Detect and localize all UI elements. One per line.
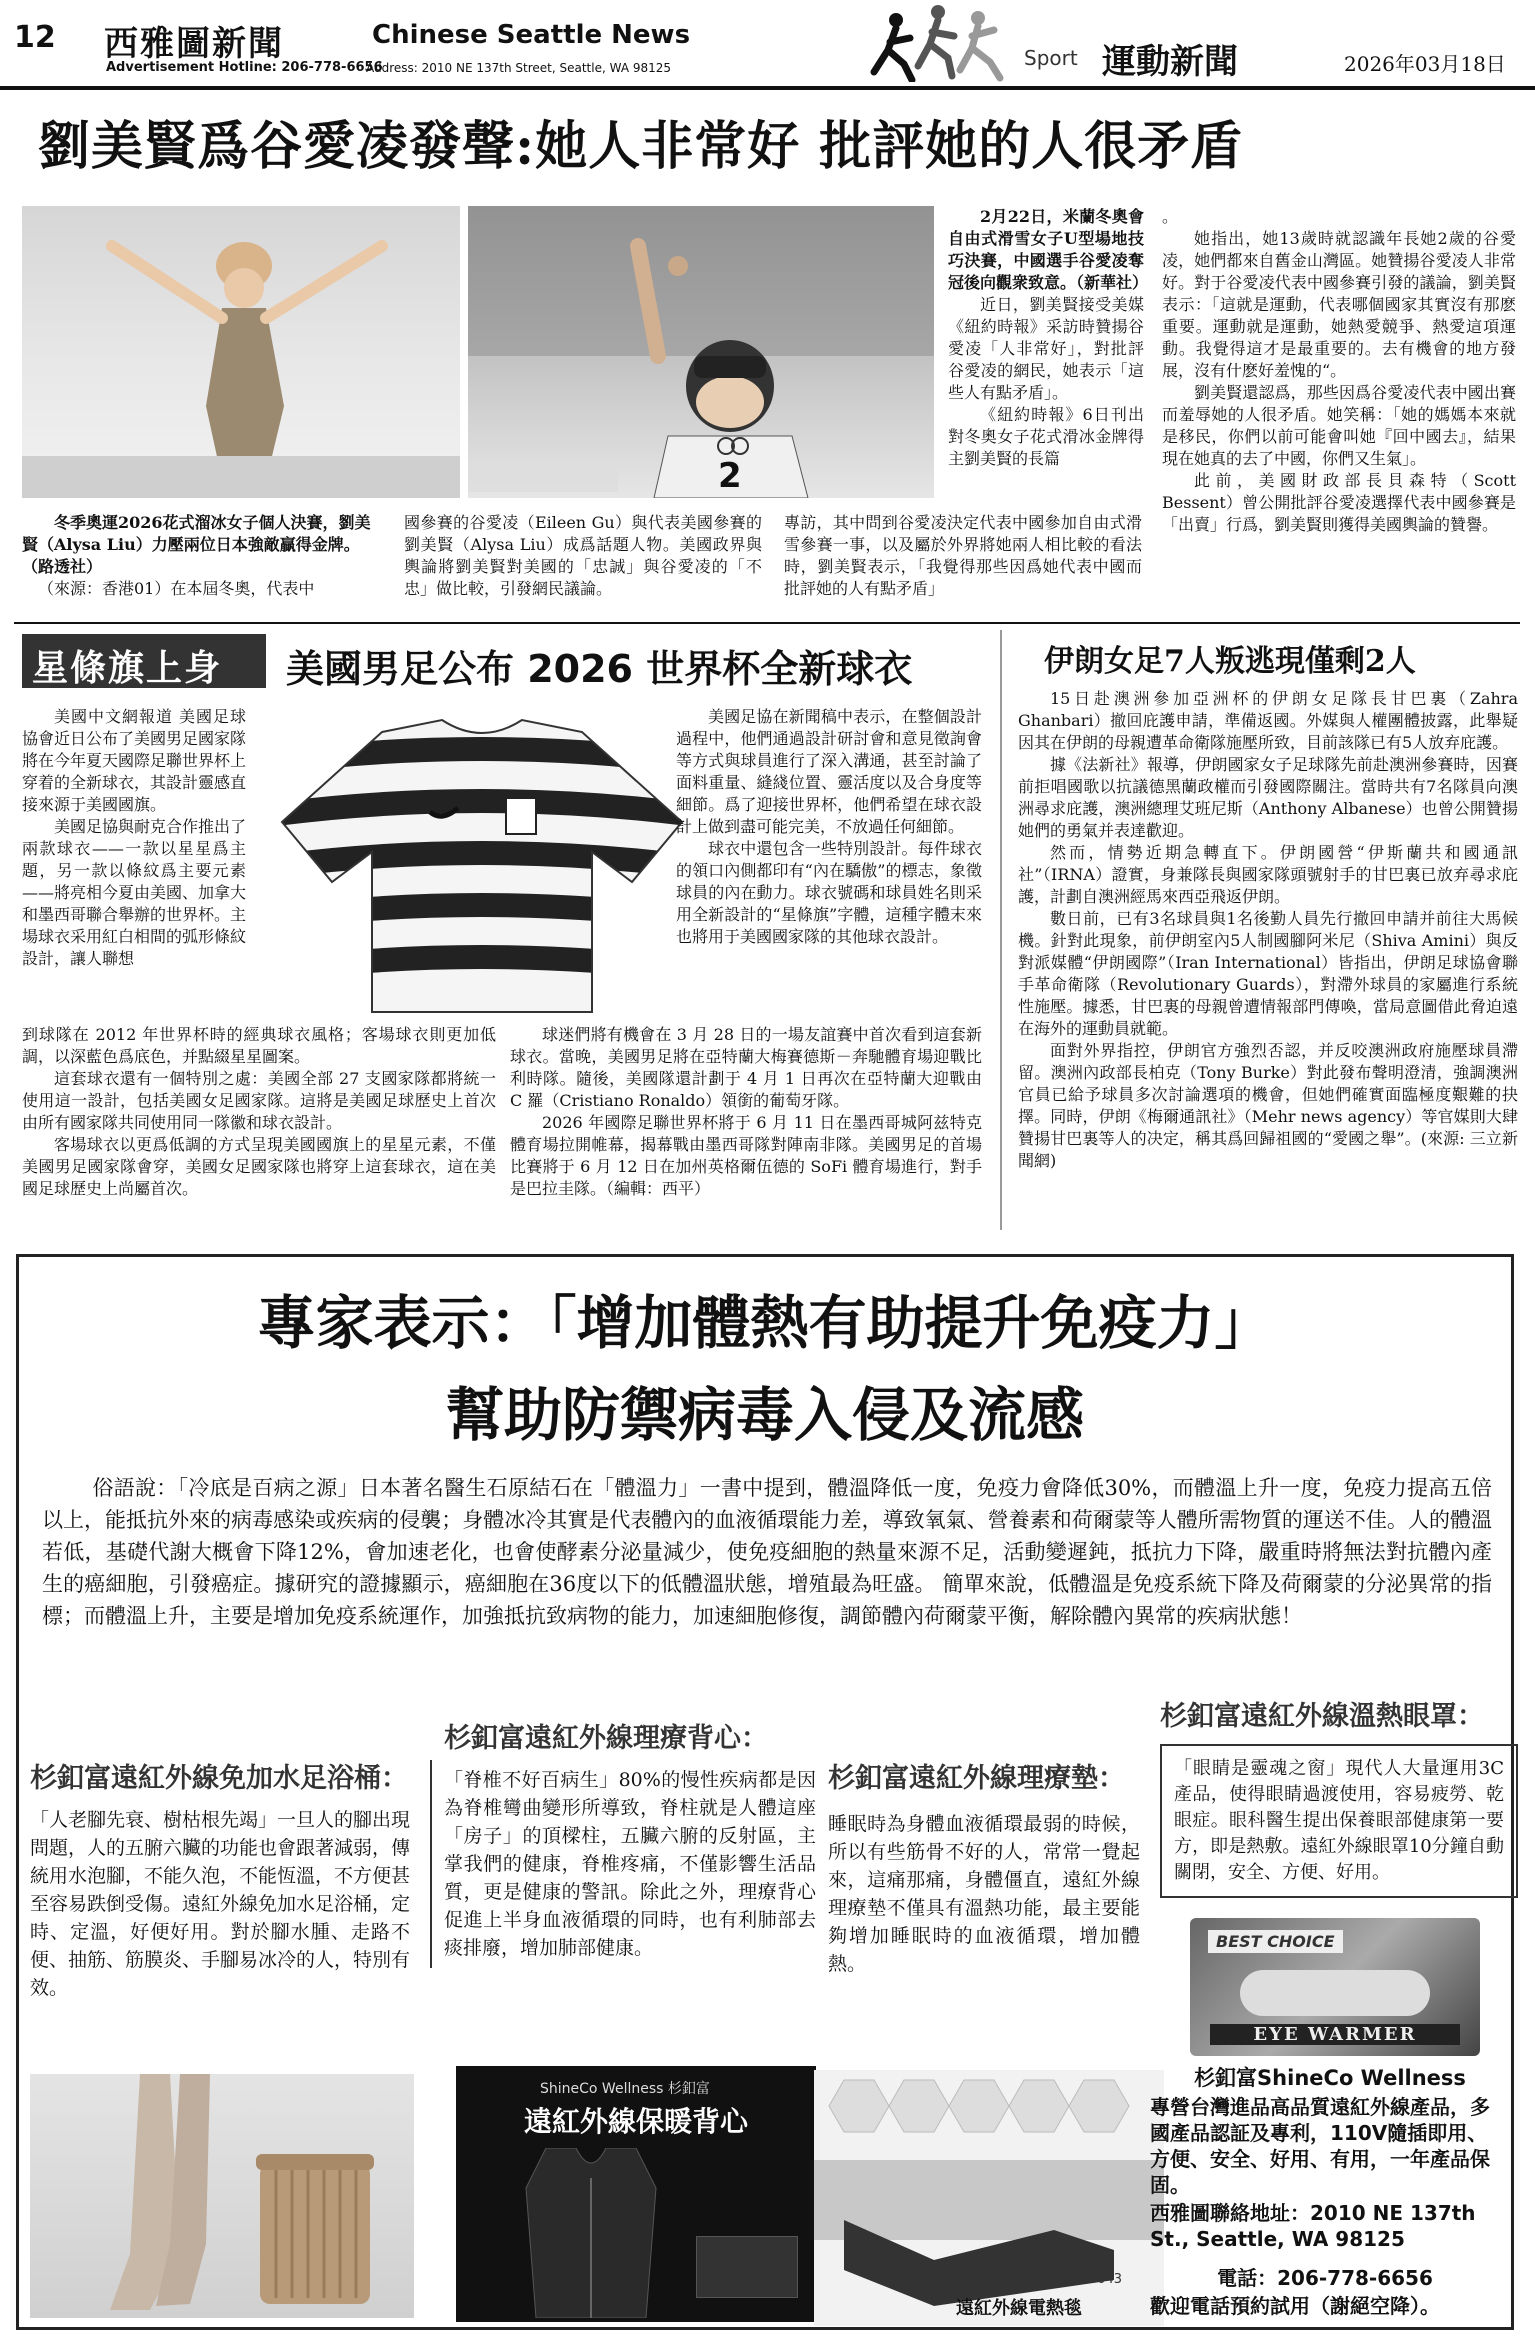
article1-col4-para3: 此前，美國財政部長貝森特（Scott Bessent）曾公開批評谷愛凌選擇代表中國參賽是「出賣」行爲，劉美賢則獲得美國輿論的贊譽。	[1162, 471, 1516, 534]
product1-text: 「人老腳先衰、樹枯根先竭」一旦人的腳出現問題，人的五腑六臟的功能也會跟著減弱，傳統用水泡腳，不能久泡，不能恆溫，不方便甚至容易跌倒受傷。遠紅外線免加水足浴桶，定時、定溫，好便好用。對於腳水腫、走路不便、抽筋、筋膜炎、手腳易冰冷的人，特別有效。	[30, 1809, 411, 1999]
masthead	[0, 0, 1535, 86]
photo-skier	[468, 206, 934, 498]
article3-body	[1018, 688, 1518, 1172]
mat-model: HR-5043	[1066, 2272, 1123, 2287]
article2-full-cont	[22, 1024, 496, 1200]
skier-illustration	[468, 206, 934, 498]
heating-mat-illustration	[814, 2070, 1164, 2326]
photo1-caption: 冬季奧運2026花式溜冰女子個人決賽，劉美賢（Alysa Liu）力壓兩位日本強敵贏得金牌。（路透社）	[22, 513, 371, 576]
article2-col2-para4: 2026 年國際足聯世界杯將于 6 月 11 日在墨西哥城阿兹特克體育場拉開帷幕，揭幕戰由墨西哥隊對陣南非隊。美國男足的首場比賽將于 6 月 12 日在加州英格爾伍德的 SoFi 體育場進行，對手是巴拉圭隊。（編輯：西平）	[510, 1113, 982, 1198]
article1-col3-para2: 《紐約時報》6日刊出對冬奧女子花式滑冰金牌得主劉美賢的長篇	[948, 405, 1144, 468]
product3-title: 杉釦富遠紅外線理療墊：	[828, 1763, 1125, 1794]
photo-heating-vest	[456, 2066, 816, 2322]
article1-col3	[948, 206, 1149, 470]
article2-full-para2: 這套球衣還有一個特別之處：美國全部 27 支國家隊都將統一使用這一設計，包括美國女足國家隊。這將是美國足球歷史上首次由所有國家隊共同使用同一隊徽和球衣設計。	[22, 1069, 496, 1132]
jersey-illustration	[262, 712, 702, 1018]
contact-phone: 電話：206-778-6656	[1217, 2266, 1433, 2290]
article1-col2-para: 專訪，其中問到谷愛凌決定代表中國參加自由式滑雪參賽一事，以及屬於外界將她兩人相比較的看法時，劉美賢表示，「我覺得那些因爲她代表中國而批評她的人有點矛盾」	[784, 513, 1142, 598]
section-en: Sport	[1024, 46, 1078, 70]
article3-headline: 伊朗女足7人叛逃現僅剩2人	[1044, 644, 1416, 679]
eyemask-shape	[1240, 1970, 1430, 2016]
photo-heating-mat	[814, 2070, 1164, 2326]
contact-company: 杉釦富ShineCo Wellness	[1194, 2066, 1466, 2090]
vest-brand: ShineCo Wellness 杉釦富	[540, 2081, 710, 2097]
article2-col2-para1: 美國足協在新聞稿中表示，在整個設計過程中，他們通過設計研討會和意見徵詢會等方式與球員進行了深入溝通，甚至討論了面料重量、縫綫位置、靈活度以及合身度等細節。爲了迎接世界杯，他們希望在球衣設計上做到盡可能完美，不放過任何細節。	[676, 707, 982, 836]
bib-number: 2	[718, 456, 742, 496]
product3-text: 睡眠時為身體血液循環最弱的時候，所以有些筋骨不好的人，常常一覺起來，這痛那痛，身體僵直，遠紅外線理療墊不僅具有溫熱功能，最主要能夠增加睡眠時的血液循環，增加體熱。	[828, 1813, 1140, 1975]
contact-note: 歡迎電話預約試用（謝絕空降）。	[1150, 2294, 1440, 2318]
ad-title-line2: 幫助防禦病毒入侵及流感	[445, 1381, 1084, 1449]
article1-col2-bottom	[784, 512, 1142, 600]
article1-col1-para: 國參賽的谷愛凌（Eileen Gu）與代表美國參賽的劉美賢（Alysa Liu）成爲話題人物。美國政界與輿論將劉美賢對美國的「忠誠」與谷愛凌的「不忠」做比較，引發網民議論。	[404, 513, 762, 598]
mat-caption: 遠紅外線電熱毯	[956, 2298, 1082, 2319]
article2-headline: 美國男足公布 2026 世界杯全新球衣	[286, 647, 913, 691]
vest-illustration	[496, 2148, 686, 2318]
article1-col3-para1: 近日，劉美賢接受美媒《紐約時報》采訪時贊揚谷愛凌「人非常好」，對批評谷愛凌的網民，她表示「這些人有點矛盾」。	[948, 295, 1144, 402]
article3-para5: 面對外界指控，伊朗官方強烈否認，并反咬澳洲政府施壓球員滯留。澳洲內政部長柏克（Tony Burke）對此發布聲明澄清，強調澳洲官員已給予球員多次討論選項的機會，但她們確實面臨極度艱難的抉擇。同時，伊朗《梅爾通訊社》（Mehr news agency）等官媒則大肆贊揚甘巴裏等人的决定，稱其爲回歸祖國的“愛國之舉”。(來源: 三立新聞網)	[1018, 1041, 1518, 1170]
product2-text: 「脊椎不好百病生」80%的慢性疾病都是因為脊椎彎曲變形所導致，脊柱就是人體這座「房子」的頂樑柱，五臟六腑的反射區，主掌我們的健康，脊椎疼痛，不僅影響生活品質，更是健康的警訊。除此之外，理療背心促進上半身血液循環的同時，也有利肺部去痰排廢，增加肺部健康。	[430, 1760, 828, 1968]
article2-full-cont-para: 到球隊在 2012 年世界杯時的經典球衣風格；客場球衣則更加低調，以深藍色爲底色，并點綴星星圖案。	[22, 1025, 496, 1066]
sport-runners-icon	[866, 2, 1021, 82]
address-line: Address: 2010 NE 137th Street, Seattle, WA 98125	[366, 61, 672, 75]
ad-title-line1: 專家表示：「增加體熱有助提升免疫力」	[257, 1289, 1273, 1357]
page-number: 12	[14, 20, 56, 55]
contact-desc: 專營台灣進品高品質遠紅外線產品，多國產品認証及專利，110V隨插即用、方便、安全、好用、有用，一年產品保固。	[1150, 2095, 1490, 2197]
article1-col4	[1162, 206, 1516, 536]
skater-illustration	[22, 206, 460, 498]
foot-bath-illustration	[30, 2074, 414, 2318]
article1-col4-para1: 她指出，她13歲時就認識年長她2歲的谷愛凌，她們都來自舊金山灣區。她贊揚谷愛凌人非常好。對于谷愛凌代表中國參賽引發的議論，劉美賢表示：「這就是運動，代表哪個國家其實沒有那麽重要。運動就是運動，她熱愛競爭、熱愛這項運動。我覺得這才是最重要的。去有機會的地方發展，沒有什麽好羞愧的“。	[1162, 229, 1516, 380]
article2-col1-para1: 美國中文網報道 美國足球協會近日公布了美國男足國家隊將在今年夏天國際足聯世界杯上穿着的全新球衣，其設計靈感直接來源于美國國旗。	[22, 707, 247, 814]
article3-para1: 15日赴澳洲參加亞洲杯的伊朗女足隊長甘巴裏（Zahra Ghanbari）撤回庇護申請，準備返國。外媒與人權團體披露，此舉疑因其在伊朗的母親遭革命衛隊施壓所致，目前該隊已有5人放弃庇護。	[1018, 689, 1518, 752]
article1-col4-para0: 。	[1162, 207, 1179, 226]
paper-name-en: Chinese Seattle News	[372, 20, 691, 50]
issue-date: 2026年03月18日	[1344, 52, 1506, 76]
column-divider	[1000, 630, 1002, 1230]
product1-title: 杉釦富遠紅外線免加水足浴桶：	[30, 1763, 408, 1794]
article3-para3: 然而，情勢近期急轉直下。伊朗國營“伊斯蘭共和國通訊社”（IRNA）證實，身兼隊長與國家隊頭號射手的甘巴裏已放弃尋求庇護，計劃自澳洲經馬來西亞飛返伊朗。	[1018, 843, 1518, 906]
section-cn: 運動新聞	[1102, 42, 1238, 82]
article3-para2: 據《法新社》報導，伊朗國家女子足球隊先前赴澳洲參賽時，因賽前拒唱國歌以抗議德黑蘭政權而引發國際關注。當時共有7名隊員向澳洲尋求庇護，澳洲總理艾班尼斯（Anthony Albanese）也曾公開贊揚她們的勇氣并表達歡迎。	[1018, 755, 1518, 840]
ad-hotline: Advertisement Hotline: 206-778-6656	[106, 60, 383, 75]
article1-col1-cont	[404, 512, 762, 600]
photo-figure-skater	[22, 206, 460, 498]
vest-title: 遠紅外線保暖背心	[523, 2105, 748, 2138]
section-rule-1	[14, 622, 1520, 624]
photo-eye-warmer	[1190, 1918, 1480, 2056]
vest-accessories	[696, 2236, 798, 2298]
article2-full-para3: 客場球衣以更爲低調的方式呈現美國國旗上的星星元素，不僅美國男足國家隊會穿，美國女足國家隊也將穿上這套球衣，這在美國足球歷史上尚屬首次。	[22, 1135, 496, 1198]
article2-col2-lower	[510, 1024, 982, 1200]
article1-col4-para2: 劉美賢還認爲，那些因爲谷愛凌代表中國出賽而羞辱她的人很矛盾。她笑稱：「她的媽媽本來就是移民，你們以前可能會叫她『回中國去』，結果現在她真的去了中國，你們又生氣」。	[1162, 383, 1516, 468]
product4-text: 「眼睛是靈魂之窗」現代人大量運用3C產品，使得眼睛過渡使用，容易疲勞、乾眼症。眼科醫生提出保養眼部健康第一要方，即是熱敷。遠紅外線眼罩10分鐘自動關閉，安全、方便、好用。	[1160, 1744, 1518, 1898]
article2-col1-para2: 美國足協與耐克合作推出了兩款球衣——一款以星星爲主題，另一款以條紋爲主要元素——將亮相今夏由美國、加拿大和墨西哥聯合舉辦的世界杯。主場球衣采用紅白相間的弧形條紋設計，讓人聯想	[22, 817, 247, 968]
photo2-caption: 2月22日，米蘭冬奧會自由式滑雪女子U型場地技巧決賽，中國選手谷愛凌奪冠後向觀衆致意。（新華社）	[948, 207, 1149, 292]
photo1-source: （來源：香港01）在本屆冬奧，代表中	[38, 579, 315, 598]
article2-col2-para3: 球迷們將有機會在 3 月 28 日的一場友誼賽中首次看到這套新球衣。當晚，美國男足將在亞特蘭大梅賽德斯－奔馳體育場迎戰比利時隊。隨後，美國隊還計劃于 4 月 1 日再次在亞特蘭大迎戰由 C 羅（Cristiano Ronaldo）領銜的葡萄牙隊。	[510, 1025, 982, 1110]
product2-title: 杉釦富遠紅外線理療背心：	[444, 1723, 768, 1754]
article2-col2-para2: 球衣中還包含一些特別設計。每件球衣的領口內側都印有“內在驕傲”的標志，象徵球員的內在動力。球衣號碼和球員姓名則采用全新設計的“星條旗”字體，這種字體末來也將用于美國國家隊的其他球衣設計。	[676, 839, 982, 946]
article3-para4: 數日前，已有3名球員與1名後勤人員先行撤回申請并前往大馬候機。針對此現象，前伊朗室內5人制國腳阿米尼（Shiva Amini）與反對派媒體“伊朗國際”（Iran International）皆指出，伊朗足球協會聯手革命衛隊（Revolutionary Guards），對滯外球員的家屬進行系統性施壓。據悉，甘巴裏的母親曾遭情報部門傳喚，當局意圖借此脅迫遠在海外的運動員就範。	[1018, 909, 1518, 1038]
masthead-rule	[0, 86, 1535, 90]
article2-col2	[676, 706, 982, 948]
ad-intro: 俗語說：「冷底是百病之源」日本著名醫生石原結石在「體溫力」一書中提到，體溫降低一度，免疫力會降低30%，而體溫上升一度，免疫力提高五倍以上，能抵抗外來的病毒感染或疾病的侵襲；身體冰冷其實是代表體內的血液循環能力差，導致氧氣、營養素和荷爾蒙等人體所需物質的運送不佳。人的體溫若低，基礎代謝大概會下降12%，會加速老化，也會使酵素分泌量減少，使免疫細胞的熱量來源不足，活動變遲鈍，抵抗力下降，嚴重時將無法對抗體內產生的癌細胞，引發癌症。據研究的證據顯示，癌細胞在36度以下的低體溫狀態，增殖最為旺盛。 簡單來說，低體溫是免疫系統下降及荷爾蒙的分泌異常的指標；而體溫上升，主要是增加免疫系統運作，加強抵抗致病物的能力，加速細胞修復，調節體內荷爾蒙平衡，解除體內異常的疾病狀態！	[42, 1476, 1492, 1628]
eyemask-brand: EYE WARMER	[1210, 2024, 1460, 2045]
eyemask-badge: BEST CHOICE	[1208, 1930, 1343, 1953]
article1-headline: 劉美賢爲谷愛凌發聲:她人非常好 批評她的人很矛盾	[38, 116, 1244, 177]
photo-usa-jersey	[262, 712, 702, 1018]
paper-name-cn: 西雅圖新聞	[104, 24, 284, 64]
product4-title: 杉釦富遠紅外線溫熱眼罩：	[1160, 1701, 1484, 1732]
photo-foot-bath	[30, 2074, 414, 2318]
contact-address: 西雅圖聯絡地址：2010 NE 137th St., Seattle, WA 98125	[1150, 2201, 1476, 2251]
article2-label: 星條旗上身	[32, 648, 223, 689]
article2-col1	[22, 706, 246, 970]
